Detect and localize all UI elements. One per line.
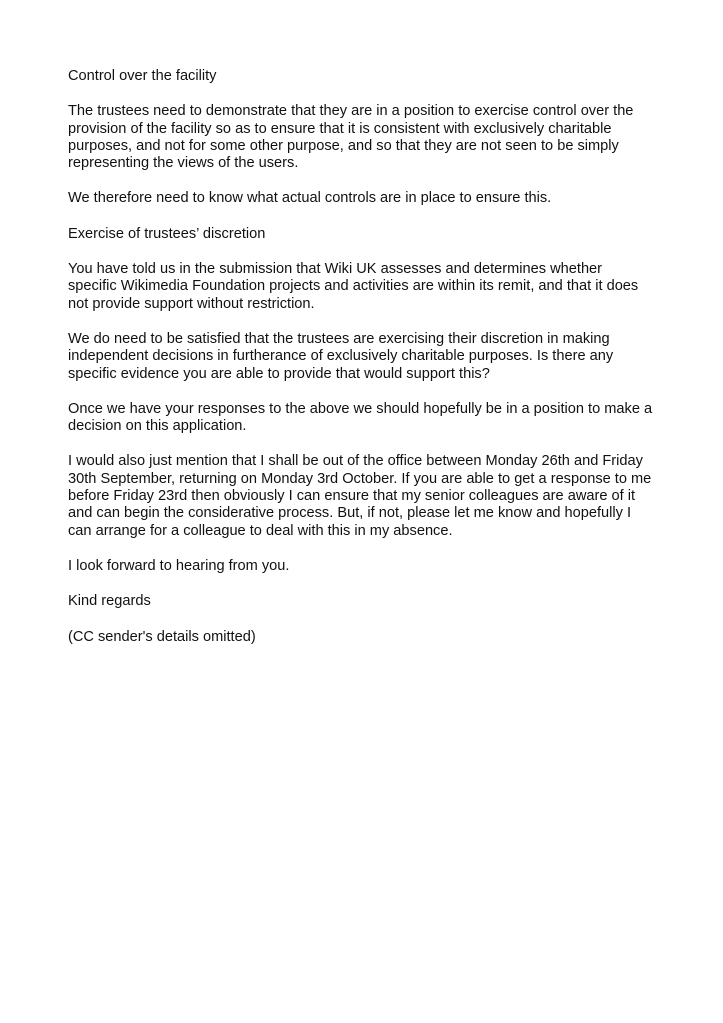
sign-off: Kind regards [68,593,151,610]
cc-note: (CC sender's details omitted) [68,628,256,645]
paragraph-controls-needed: We therefore need to know what actual controls are in place to ensure this. [68,190,552,207]
closing-line: I look forward to hearing from you. [68,557,290,574]
paragraph-control: The trustees need to demonstrate that they are in a position to exercise control over the provision of the facility so as to ensure that it is consistent with exclusively charitable purposes, and not for some other purpose, and so that they are not seen to be simply representing the views of the users. [68,103,634,172]
heading-trustees-discretion: Exercise of trustees’ discretion [68,225,266,242]
paragraph-satisfied: We do need to be satisfied that the trustees are exercising their discretion in making independent decisions in furtherance of exclusively charitable purposes. Is there any specific evidence you are able to provide that would support this? [68,330,614,382]
paragraph-absence: I would also just mention that I shall be out of the office between Monday 26th and Friday 30th September, returning on Monday 3rd October. If you are able to get a response to me before Friday 23rd then obviously I can ensure that my senior colleagues are aware of it and can begin the considerative process. But, if not, please let me know and hopefully I can arrange for a colleague to deal with this in my absence. [68,453,652,539]
letter-page [68,68,660,664]
paragraph-submission: You have told us in the submission that Wiki UK assesses and determines whether specific Wikimedia Foundation projects and activities are within its remit, and that it does not provide support without restriction. [68,261,639,312]
paragraph-responses: Once we have your responses to the above we should hopefully be in a position to make a decision on this application. [68,400,653,435]
heading-control-over-facility: Control over the facility [68,68,217,84]
